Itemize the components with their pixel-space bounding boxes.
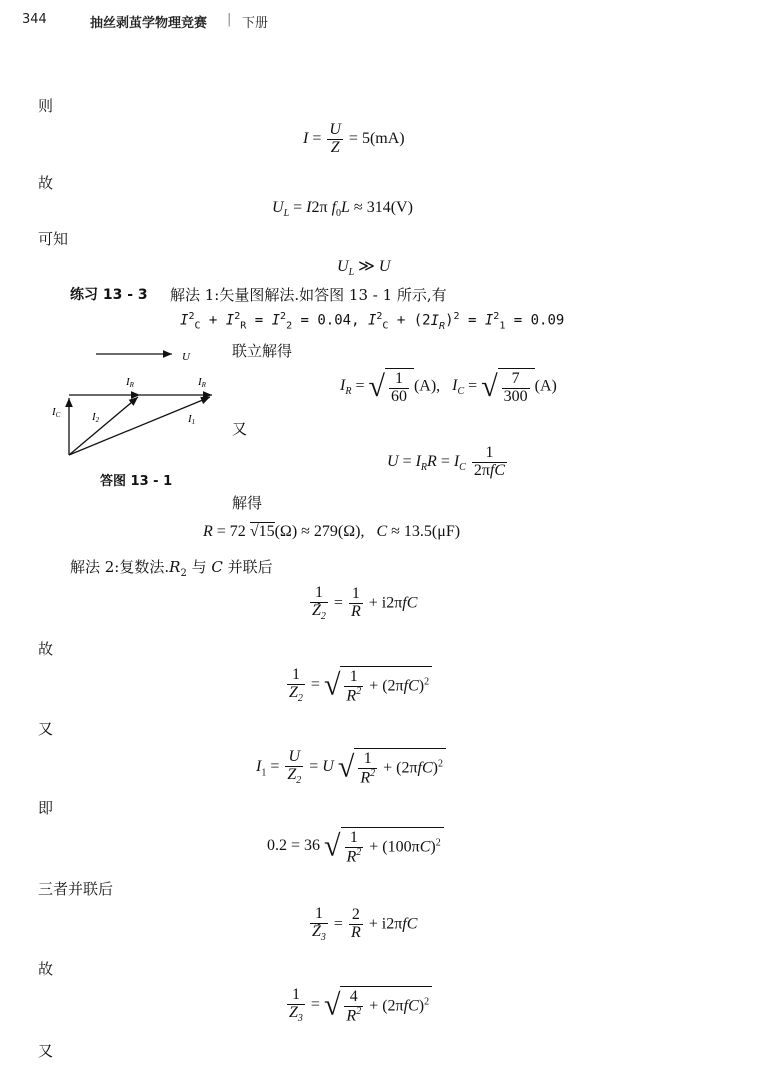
header-separator: |	[227, 12, 232, 27]
text-you-1: 又	[232, 420, 248, 438]
text-gu-3: 故	[38, 960, 54, 978]
equation-i1: $I_1$ = $\frac{U}{Z_2}$ = U √ $\frac{1}{R^2}$ + $(2\pi fC)^2$	[256, 748, 446, 787]
label-ir-1: IR	[126, 376, 134, 389]
label-ir-2: IR	[198, 376, 206, 389]
label-i2: I2	[92, 411, 100, 424]
vector-diagram	[40, 340, 230, 465]
method2-prefix: 解法 2:复数法.	[70, 558, 170, 576]
equation-inductor-voltage: $U_L = I2\pi$ $f_0L \approx 314(V)$	[272, 199, 413, 220]
equation-numeric-i1: 0.2 = 36 √ $\frac{1}{R^2}$ + $(100\pi C)^2$	[267, 827, 444, 866]
text-lianli: 联立解得	[232, 342, 293, 360]
volume-label: 下册	[242, 16, 269, 31]
exercise-title: 练习 13 - 3	[70, 287, 148, 303]
equation-current: I = $\frac{U}{Z}$ = 5(mA)	[303, 121, 405, 156]
method2-end: 并联后	[227, 558, 273, 576]
figure-caption: 答图 13 - 1	[100, 474, 173, 489]
text-ze: 则	[38, 97, 54, 115]
method2-text: 解法 2:复数法$.R_2$ 与 C 并联后	[70, 558, 273, 579]
i2-vector	[69, 397, 138, 455]
text-kezhi: 可知	[38, 230, 69, 248]
book-title: 抽丝剥茧学物理竞赛	[90, 16, 208, 31]
label-u: U	[182, 351, 190, 363]
text-gu-2: 故	[38, 640, 54, 658]
equation-pythagoras: $I^2_C + I^2_R = I^2_2 = 0.04$, $I^2_C + (2I_R)^2 = I^2_1 = 0.09$	[180, 311, 565, 332]
text-jiede: 解得	[232, 494, 263, 512]
method1-text: 解法 1:矢量图解法.如答图 13 - 1 所示,有	[170, 286, 447, 304]
equation-z3-magnitude: $\frac{1}{Z_3}$ = √ $\frac{4}{R^2}$ + $(2\pi fC)^2$	[285, 986, 432, 1025]
i1-vector	[69, 397, 210, 455]
equation-z3-admittance: $\frac{1}{Z̃_3}$ = $\frac{2}{R}$ + i2πfC	[312, 905, 418, 943]
equation-r-c-values: R = 72 √15(Ω) ≈ 279(Ω), C ≈ 13.5(μF)	[203, 523, 461, 540]
equation-voltage: $U = I_RR = I_C$ $\frac{1}{\text{2πfC}}$	[387, 444, 506, 479]
text-ji: 即	[38, 799, 54, 817]
label-ic: IC	[52, 406, 61, 419]
text-sanzhe: 三者并联后	[38, 880, 114, 898]
equation-z2-magnitude: $\frac{1}{Z_2}$ = √ $\frac{1}{R^2}$ + $(2\pi fC)^2$	[285, 666, 432, 705]
page-number: 344	[22, 12, 47, 27]
text-gu-1: 故	[38, 174, 54, 192]
label-i1: I1	[188, 413, 196, 426]
method2-suffix: 与	[191, 558, 207, 576]
text-you-3: 又	[38, 1042, 54, 1060]
equation-comparison: $U_L$ ≫ U	[337, 258, 391, 279]
equation-ir-ic: $I_R$ = √ $\frac{1}{60}$ (A), $I_C$ = √ $\frac{7}{300}$ (A)	[340, 369, 557, 405]
equation-z2-admittance: $\frac{1}{Z̃_2}$ = $\frac{1}{R}$ + i2πfC	[312, 584, 418, 622]
text-you-2: 又	[38, 720, 54, 738]
